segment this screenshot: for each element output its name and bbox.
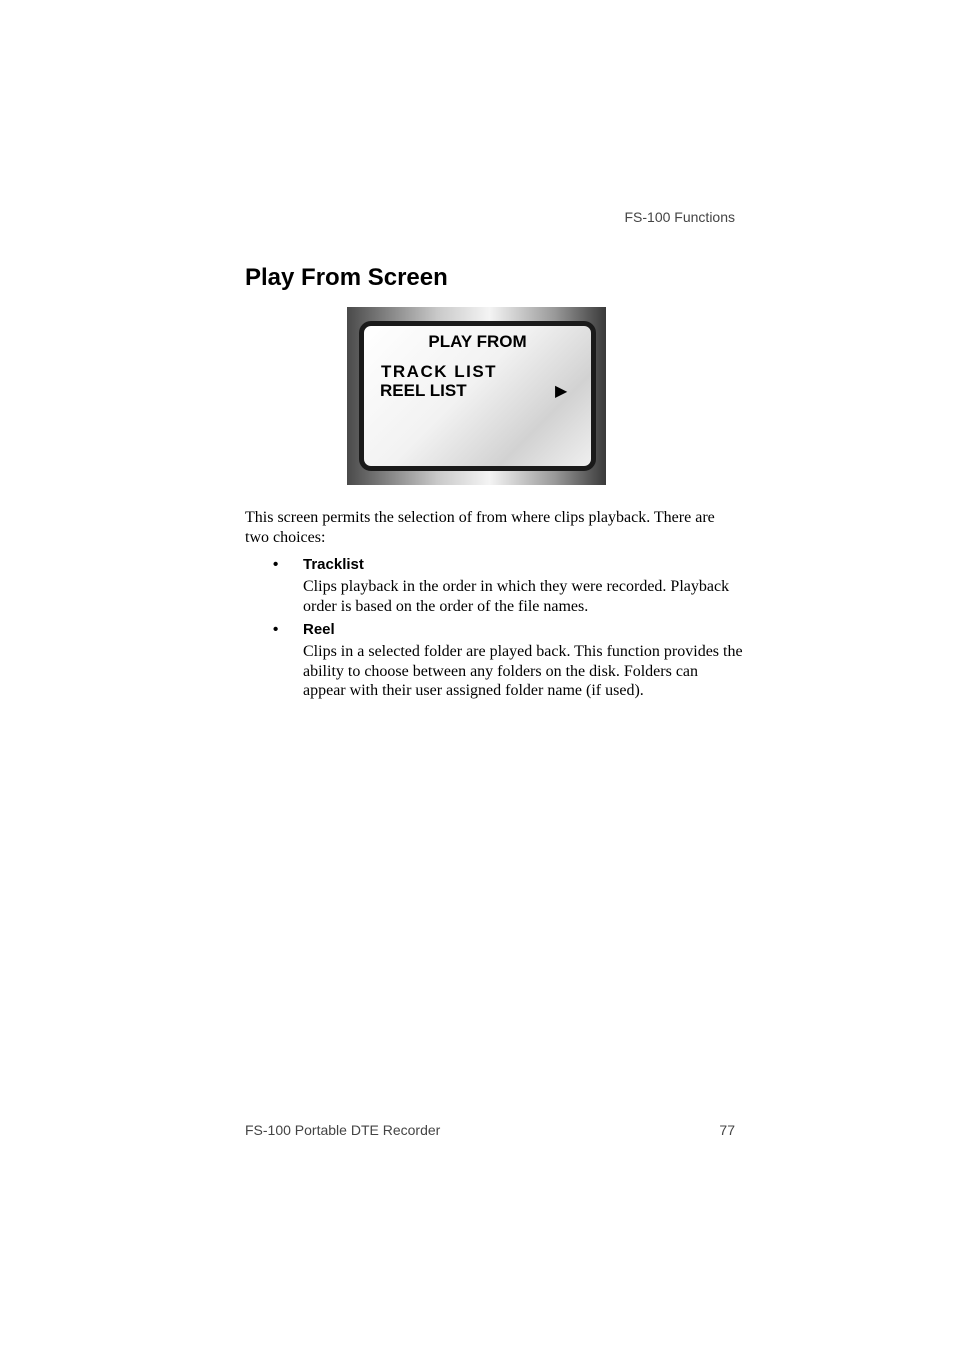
bullet-icon: • bbox=[273, 621, 279, 638]
play-arrow-icon: ▶ bbox=[555, 383, 568, 400]
lcd-option-track-list: TRACK LIST bbox=[381, 362, 498, 381]
term-reel: Reel bbox=[303, 621, 335, 638]
page-number: 77 bbox=[719, 1122, 735, 1138]
description-tracklist: Clips playback in the order in which they were recorded. Playback order is based on the order of the file names. bbox=[303, 578, 730, 615]
section-title: Play From Screen bbox=[245, 264, 448, 291]
running-header: FS-100 Functions bbox=[624, 209, 735, 225]
lcd-screenshot bbox=[347, 307, 606, 485]
lcd-menu-title: PLAY FROM bbox=[428, 332, 527, 351]
bullet-icon: • bbox=[273, 556, 279, 573]
lcd-option-reel-list: REEL LIST bbox=[380, 381, 467, 400]
description-reel: Clips in a selected folder are played back. This function provides the ability to choose between any folders on the disk. Folders can appear with their user assigned folder name (if used). bbox=[303, 643, 743, 699]
lcd-display bbox=[359, 321, 596, 471]
intro-paragraph: This screen permits the selection of from where clips playback. There are two choices: bbox=[245, 509, 715, 546]
footer-document-title: FS-100 Portable DTE Recorder bbox=[245, 1122, 441, 1138]
term-tracklist: Tracklist bbox=[303, 556, 364, 573]
